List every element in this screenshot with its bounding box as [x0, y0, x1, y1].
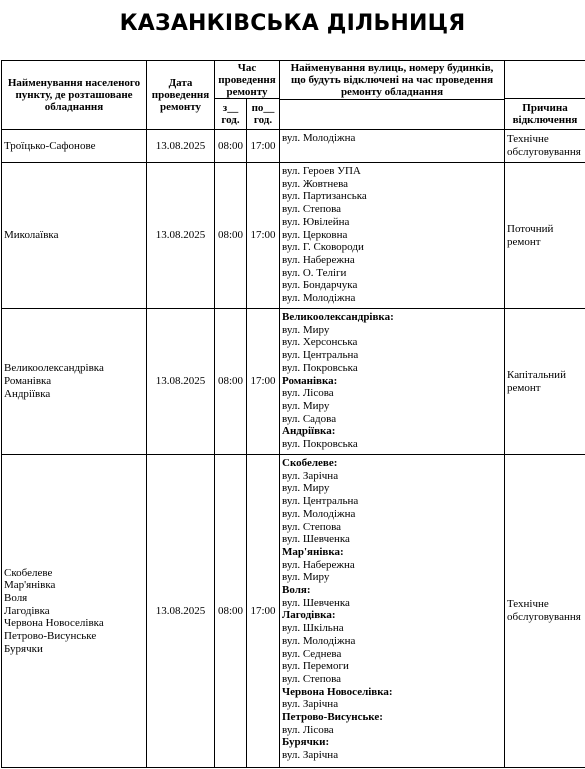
reason-cell: Технічне обслуговування: [505, 130, 585, 163]
streets-cell: [280, 163, 505, 309]
street-name: вул. Бондарчука: [282, 279, 358, 292]
settlement-name: Великоолександрівка: [4, 362, 104, 375]
settlement-group-label: Великоолександрівка:: [282, 311, 394, 323]
street-name: вул. Херсонська: [282, 336, 358, 349]
reason-cell: Поточний ремонт: [505, 163, 585, 309]
settlement-name: Троїцько-Сафонове: [4, 139, 96, 152]
street-name: вул. Седнева: [282, 647, 342, 660]
street-name: вул. Зарічна: [282, 469, 339, 482]
header-streets: Найменування вулиць, номеру будинків, що будуть відключені на час проведення ремонту обладнання: [280, 61, 505, 100]
street-name: вул. Молодіжна: [282, 634, 356, 647]
street-name: вул. Героев УПА: [282, 165, 361, 177]
header-reason: Причина відключення: [505, 99, 585, 130]
settlement-group-label: Бурячки:: [282, 736, 330, 749]
street-name: вул. Шевченка: [282, 596, 350, 609]
settlement-name: Воля: [4, 591, 28, 604]
street-name: вул. Молодіжна: [282, 507, 356, 520]
header-settlement: Найменування населеного пункту, де розташоване обладнання: [2, 61, 147, 130]
street-name: вул. О. Теліги: [282, 266, 347, 279]
street-name: вул. Лісова: [282, 387, 334, 400]
date-cell: 13.08.2025: [147, 163, 215, 309]
street-name: вул. Покровська: [282, 361, 358, 374]
settlement-cell: [2, 130, 147, 163]
streets-cell: [280, 130, 505, 163]
table-row: [2, 130, 585, 163]
settlement-group-label: Андріївка:: [282, 425, 336, 438]
time-from-cell: 08:00: [215, 455, 247, 768]
page-title: КАЗАНКІВСЬКА ДІЛЬНИЦЯ: [119, 11, 466, 36]
street-name: вул. Степова: [282, 672, 342, 685]
reason-cell: Технічне обслуговування: [505, 455, 585, 768]
outage-schedule-table: [1, 60, 585, 768]
street-name: вул. Партизанська: [282, 190, 367, 203]
header-reason-spacer: [505, 61, 585, 99]
street-name: вул. Г. Сковороди: [282, 241, 364, 254]
settlement-name: Петрово-Висунське: [4, 630, 97, 643]
date-cell: 13.08.2025: [147, 130, 215, 163]
table-row: [2, 309, 585, 455]
settlement-name: Романівка: [4, 375, 52, 388]
street-name: вул. Степова: [282, 203, 342, 216]
street-name: вул. Центральна: [282, 495, 359, 508]
street-name: вул. Зарічна: [282, 749, 339, 762]
table-row: [2, 163, 585, 309]
street-name: вул. Набережна: [282, 253, 355, 266]
header-from: з__ год.: [215, 99, 247, 130]
street-name: вул. Жовтнева: [282, 177, 349, 190]
street-name: вул. Церковна: [282, 228, 348, 241]
time-from-cell: 08:00: [215, 130, 247, 163]
street-name: вул. Садова: [282, 412, 337, 425]
street-name: вул. Миру: [282, 571, 330, 584]
time-to-cell: 17:00: [247, 130, 280, 163]
street-name: вул. Ювілейна: [282, 215, 350, 228]
reason-cell: Капітальний ремонт: [505, 309, 585, 455]
settlement-name: Бурячки: [4, 642, 43, 655]
time-from-cell: 08:00: [215, 309, 247, 455]
streets-cell: [280, 455, 505, 768]
street-name: вул. Набережна: [282, 558, 355, 571]
settlement-group-label: Петрово-Висунське:: [282, 711, 383, 724]
header-time: Час проведення ремонту: [215, 61, 280, 99]
street-name: вул. Степова: [282, 520, 342, 533]
settlement-name: Андріївка: [4, 387, 51, 400]
settlement-name: Миколаївка: [4, 229, 59, 242]
streets-cell: [280, 309, 505, 455]
date-cell: 13.08.2025: [147, 309, 215, 455]
street-name: вул. Центральна: [282, 349, 359, 362]
settlement-cell: [2, 309, 147, 455]
street-name: вул. Шевченка: [282, 533, 350, 546]
settlement-group-label: Лагодівка:: [282, 609, 336, 622]
time-to-cell: 17:00: [247, 309, 280, 455]
settlement-group-label: Червона Новоселівка:: [282, 685, 393, 698]
settlement-group-label: Скобелеве:: [282, 457, 338, 469]
street-name: вул. Молодіжна: [282, 292, 356, 305]
street-name: вул. Шкільна: [282, 622, 344, 635]
street-name: вул. Миру: [282, 399, 330, 412]
header-streets-continuation: [280, 100, 505, 130]
street-name: вул. Миру: [282, 482, 330, 495]
street-name: вул. Молодіжна: [282, 132, 356, 144]
settlement-group-label: Мар'янівка:: [282, 545, 344, 558]
street-name: вул. Покровська: [282, 438, 358, 451]
street-name: вул. Миру: [282, 323, 330, 336]
date-cell: 13.08.2025: [147, 455, 215, 768]
header-date: Дата проведення ремонту: [147, 61, 215, 130]
street-name: вул. Перемоги: [282, 660, 349, 673]
table-row: [2, 455, 585, 768]
settlement-group-label: Романівка:: [282, 374, 338, 387]
settlement-name: Мар'янівка: [4, 579, 56, 592]
settlement-name: Скобелеве: [4, 566, 53, 579]
settlement-group-label: Воля:: [282, 584, 311, 597]
time-to-cell: 17:00: [247, 163, 280, 309]
header-to: по__ год.: [247, 99, 280, 130]
time-to-cell: 17:00: [247, 455, 280, 768]
settlement-name: Червона Новоселівка: [4, 617, 104, 630]
settlement-cell: [2, 455, 147, 768]
settlement-cell: [2, 163, 147, 309]
time-from-cell: 08:00: [215, 163, 247, 309]
street-name: вул. Лісова: [282, 723, 334, 736]
street-name: вул. Зарічна: [282, 698, 339, 711]
settlement-name: Лагодівка: [4, 604, 50, 617]
